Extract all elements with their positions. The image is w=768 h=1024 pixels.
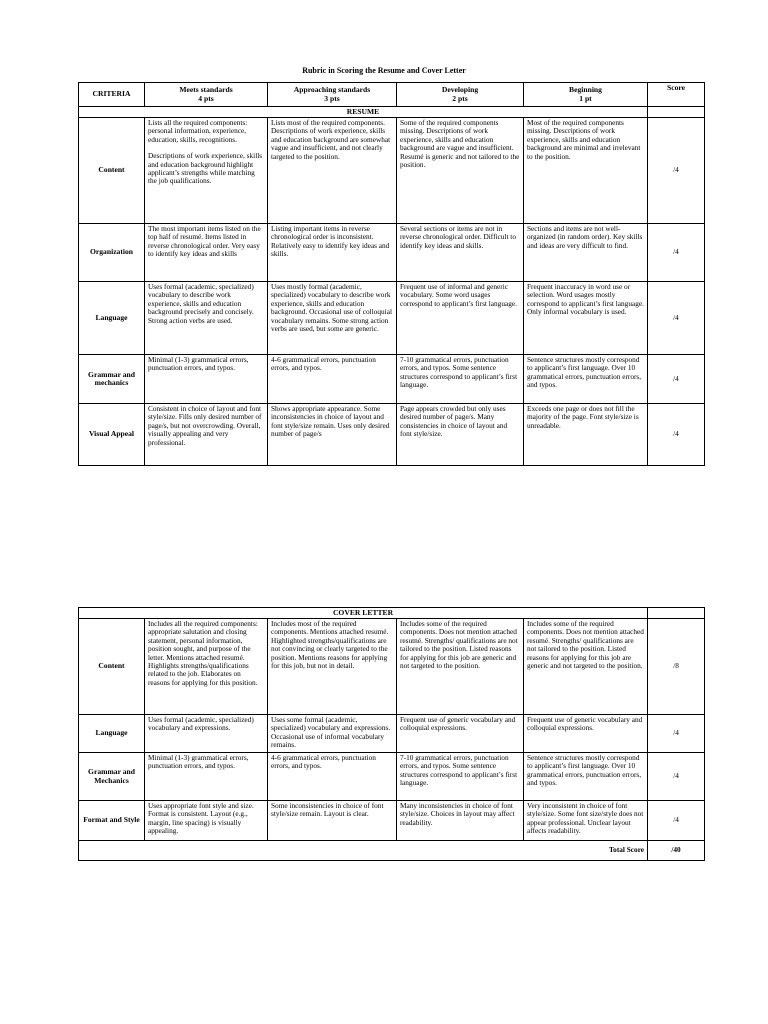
descriptor-text: Some of the required components missing. Descriptions of work experience, skills and education background are vague and insufficient. Resumé is generic and not tailored to the position.	[400, 118, 520, 170]
header-row	[79, 83, 705, 107]
descriptor-text: Uses formal (academic, specialized) vocabulary and expressions.	[148, 715, 254, 733]
descriptor-cell	[268, 224, 397, 282]
descriptor-cell	[268, 715, 397, 753]
descriptor-text: Sentence structures mostly correspond to applicant’s first language. Over 10 grammatical errors, punctuation errors, and typos.	[527, 753, 642, 788]
descriptor-cell	[397, 801, 524, 841]
descriptor-text: Minimal (1-3) grammatical errors, punctuation errors, and typos.	[148, 753, 249, 771]
descriptor-text: Uses appropriate font style and size. Format is consistent. Layout (e.g., margin, line spacing) is visually appealing.	[148, 801, 254, 836]
descriptor-text: Page appears crowded but only uses desired number of page/s. Many consistencies in choice of layout and font style/size.	[400, 404, 508, 439]
descriptor-text: Most of the required components missing. Descriptions of work experience, skills and education background are minimal and irrelevant to the position.	[527, 118, 641, 161]
score-header: Score	[648, 83, 705, 107]
rubric-row	[79, 355, 705, 404]
descriptor-cell	[524, 715, 648, 753]
rubric-row	[79, 715, 705, 753]
level-name: Meets standards	[179, 85, 233, 95]
criteria-cell: Content	[79, 118, 145, 224]
descriptor-text: Many inconsistencies in choice of font style/size. Choices in layout may affect readability.	[400, 801, 515, 827]
descriptor-text: Frequent use of generic vocabulary and colloquial expressions.	[400, 715, 516, 733]
descriptor-cell	[524, 619, 648, 715]
descriptor-text: Uses formal (academic, specialized) vocabulary to describe work experience, skills and education background precisely and concisely. Strong action verbs are used.	[148, 282, 254, 325]
level-name: Beginning	[569, 85, 602, 95]
descriptor-cell	[397, 355, 524, 404]
descriptor-text: Frequent use of generic vocabulary and colloquial expressions.	[527, 715, 643, 733]
rubric-row	[79, 224, 705, 282]
resume-rubric-table	[78, 82, 705, 466]
criteria-cell: Visual Appeal	[79, 404, 145, 466]
descriptor-cell	[524, 118, 648, 224]
cover-letter-rubric-table	[78, 607, 705, 861]
total-row	[79, 841, 705, 861]
descriptor-text: Frequent inaccuracy in word use or selection. Word usages mostly correspond to applicant’s first language. Only informal vocabulary is used.	[527, 282, 644, 317]
rubric-row	[79, 404, 705, 466]
descriptor-text: Shows appropriate appearance. Some inconsistencies in choice of layout and font style/size remain. Uses only desired number of page/s	[271, 404, 390, 439]
descriptor-text: 4-6 grammatical errors, punctuation errors, and typos.	[271, 753, 376, 771]
descriptor-cell	[145, 619, 268, 715]
descriptor-cell	[397, 619, 524, 715]
descriptor-text: Descriptions of work experience, skills and education background highlight applicant’s strengths while matching the job qualifications.	[148, 151, 263, 186]
descriptor-cell	[524, 801, 648, 841]
descriptor-cell	[145, 801, 268, 841]
descriptor-cell	[524, 282, 648, 355]
descriptor-cell	[145, 355, 268, 404]
criteria-cell: Organization	[79, 224, 145, 282]
descriptor-cell	[268, 619, 397, 715]
descriptor-text: 4-6 grammatical errors, punctuation errors, and typos.	[271, 355, 376, 373]
descriptor-cell	[268, 355, 397, 404]
descriptor-text: Several sections or items are not in reverse chronological order. Difficult to identify key ideas and skills.	[400, 224, 516, 250]
level-points: 3 pts	[324, 93, 340, 103]
descriptor-cell	[524, 753, 648, 801]
descriptor-cell	[145, 282, 268, 355]
criteria-header: CRITERIA	[79, 83, 145, 107]
total-score-value: /40	[648, 841, 705, 861]
score-cell: /4	[648, 355, 705, 404]
descriptor-text: 7-10 grammatical errors, punctuation errors, and typos. Some sentence structures correspond to applicant’s first language.	[400, 355, 518, 390]
score-cell: /8	[648, 619, 705, 715]
descriptor-text: Exceeds one page or does not fill the majority of the page. Font style/size is unreadable.	[527, 404, 639, 430]
descriptor-cell	[145, 224, 268, 282]
total-score-label: Total Score	[79, 841, 648, 861]
descriptor-cell	[268, 282, 397, 355]
descriptor-cell	[268, 801, 397, 841]
descriptor-cell	[397, 404, 524, 466]
criteria-cell: Format and Style	[79, 801, 145, 841]
page-title: Rubric in Scoring the Resume and Cover Letter	[302, 66, 466, 75]
descriptor-cell	[268, 753, 397, 801]
descriptor-text: Minimal (1-3) grammatical errors, punctuation errors, and typos.	[148, 355, 249, 373]
rubric-row	[79, 118, 705, 224]
descriptor-cell	[145, 118, 268, 224]
descriptor-cell	[397, 753, 524, 801]
empty-cell	[648, 107, 705, 118]
score-cell: /4	[648, 753, 705, 801]
descriptor-text: Uses mostly formal (academic, specialized) vocabulary to describe work experience, skills and education background. Occasional use of colloquial vocabulary remains. Some strong action verbs are used, but some are generic.	[271, 282, 392, 334]
rubric-row	[79, 282, 705, 355]
rubric-row	[79, 619, 705, 715]
section-row	[79, 608, 705, 619]
section-title: COVER LETTER	[79, 608, 648, 619]
descriptor-text: Some inconsistencies in choice of font style/size remain. Layout is clear.	[271, 801, 384, 819]
level-points: 1 pt	[579, 93, 592, 103]
rubric-row	[79, 753, 705, 801]
descriptor-cell	[397, 118, 524, 224]
descriptor-cell	[524, 404, 648, 466]
descriptor-cell	[524, 355, 648, 404]
score-cell: /4	[648, 118, 705, 224]
descriptor-cell	[145, 753, 268, 801]
level-header	[397, 83, 524, 107]
score-cell: /4	[648, 801, 705, 841]
criteria-cell: Language	[79, 715, 145, 753]
section-row	[79, 107, 705, 118]
level-points: 2 pts	[452, 93, 468, 103]
descriptor-cell	[397, 715, 524, 753]
level-header	[145, 83, 268, 107]
criteria-cell: Grammar and Mechanics	[79, 753, 145, 801]
descriptor-text: Includes some of the required components. Does not mention attached resumé. Strengths/ qualifications are not tailored to the position. Listed reasons for applying for this job are generic and not targeted to the position.	[527, 619, 644, 671]
descriptor-text: 7-10 grammatical errors, punctuation errors, and typos. Some sentence structures correspond to applicant’s first language.	[400, 753, 518, 788]
descriptor-cell	[397, 282, 524, 355]
criteria-cell: Content	[79, 619, 145, 715]
descriptor-cell	[268, 118, 397, 224]
score-cell: /4	[648, 715, 705, 753]
descriptor-text: Very inconsistent in choice of font style/size. Some font size/style does not appear professional. Unclear layout affects readability.	[527, 801, 644, 836]
descriptor-text: Includes most of the required components. Mentions attached resumé. Highlighted strengths/qualifications are not convincing or clearly targeted to the position. Mentions reasons for applying for this job, but not in detail.	[271, 619, 389, 671]
descriptor-text: Includes some of the required components. Does not mention attached resumé. Strengths/ qualifications are not tailored to the position. Listed reasons for applying for this job are generic and not targeted to the position.	[400, 619, 518, 671]
descriptor-text: Frequent use of informal and generic vocabulary. Some word usages correspond to applicant’s first language.	[400, 282, 517, 308]
score-cell: /4	[648, 224, 705, 282]
descriptor-text: Includes all the required components: appropriate salutation and closing statement, personal information, position sought, and purpose of the letter. Mentions attached resumé. Highlights strengths/qualifications related to the job. Elaborates on reasons for applying for this position.	[148, 619, 258, 687]
criteria-cell: Grammar and mechanics	[79, 355, 145, 404]
level-header	[524, 83, 648, 107]
empty-cell	[648, 608, 705, 619]
descriptor-text: The most important items listed on the top half of resumé. Items listed in reverse chronological order. Very easy to identify key ideas and skills	[148, 224, 261, 259]
score-cell: /4	[648, 282, 705, 355]
descriptor-text: Lists most of the required components. Descriptions of work experience, skills and education background are somewhat vague and insufficient, and not clearly targeted to the position.	[271, 118, 391, 161]
descriptor-text: Lists all the required components: personal information, experience, education, skills, recognitions.	[148, 118, 248, 144]
level-header	[268, 83, 397, 107]
level-name: Developing	[441, 85, 479, 95]
descriptor-cell	[524, 224, 648, 282]
descriptor-text: Sentence structures mostly correspond to applicant’s first language. Over 10 grammatical errors, punctuation errors, and typos.	[527, 355, 642, 390]
descriptor-text: Uses some formal (academic, specialized) vocabulary and expressions. Occasional use of informal vocabulary remains.	[271, 715, 391, 750]
score-cell: /4	[648, 404, 705, 466]
descriptor-cell	[397, 224, 524, 282]
descriptor-text: Listing important items in reverse chronological order is inconsistent. Relatively easy to identify key ideas and skills.	[271, 224, 390, 259]
section-title: RESUME	[79, 107, 648, 118]
descriptor-text: Sections and items are not well-organized (in random order). Key skills and ideas are very difficult to find.	[527, 224, 643, 250]
descriptor-text: Consistent in choice of layout and font style/size. Fills only desired number of page/s, but not overcrowding. Overall, visually appealing and very professional.	[148, 404, 262, 447]
descriptor-cell	[145, 715, 268, 753]
descriptor-cell	[268, 404, 397, 466]
level-name: Approaching standards	[293, 85, 371, 95]
rubric-row	[79, 801, 705, 841]
level-points: 4 pts	[198, 93, 214, 103]
criteria-cell: Language	[79, 282, 145, 355]
descriptor-cell	[145, 404, 268, 466]
